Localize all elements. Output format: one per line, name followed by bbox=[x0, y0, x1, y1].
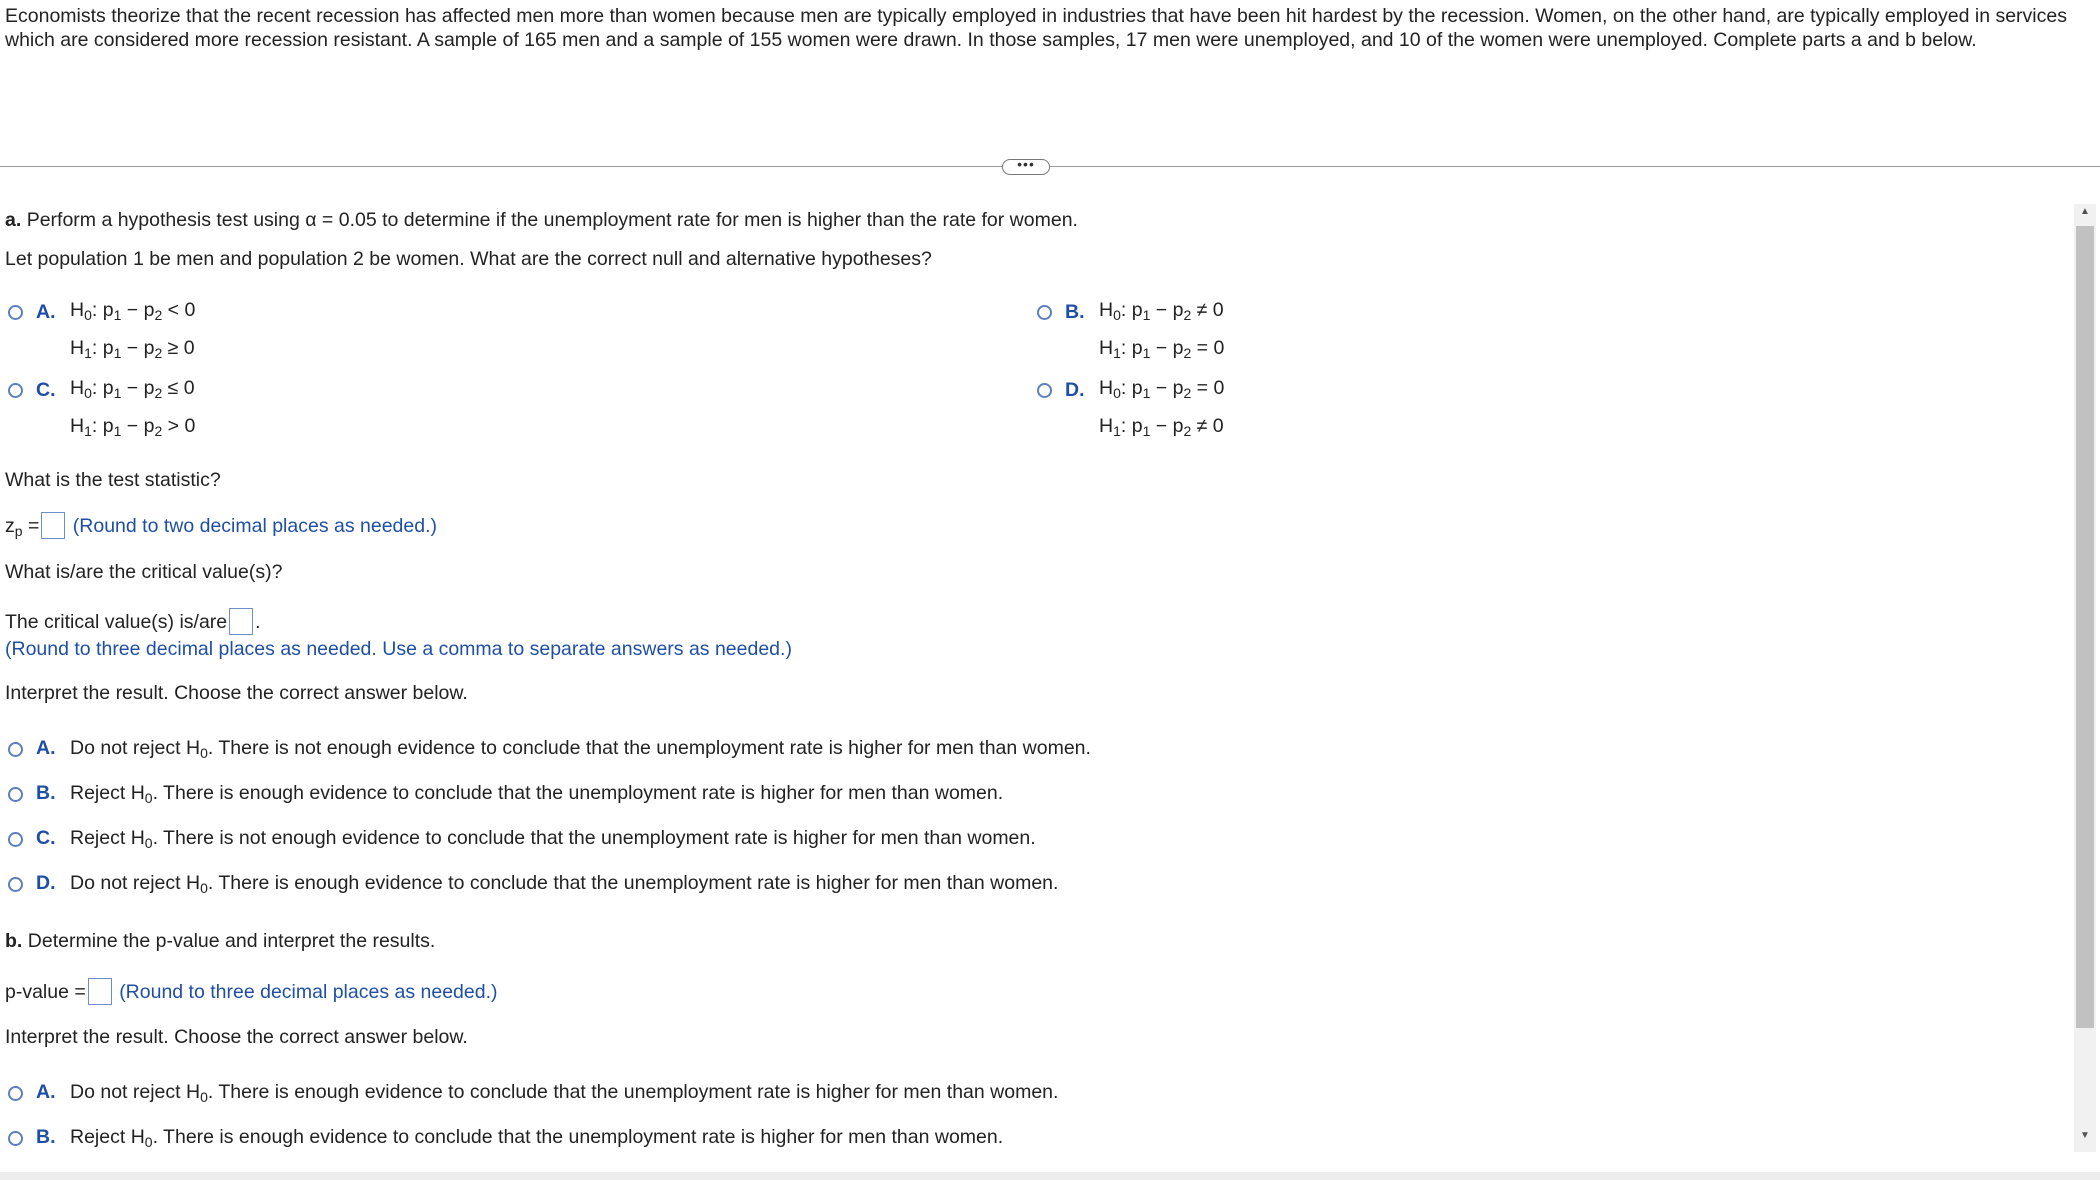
horizontal-scrollbar[interactable] bbox=[0, 1172, 2100, 1180]
radio-conclusion-a-d[interactable] bbox=[8, 877, 23, 892]
hyp-b-label: B. bbox=[1065, 301, 1085, 323]
part-a-question: a. Perform a hypothesis test using α = 0.05 to determine if the unemployment rate for men is higher than the rate for women. bbox=[5, 209, 1078, 231]
hyp-c-label: C. bbox=[36, 379, 56, 401]
test-statistic-input[interactable] bbox=[41, 512, 65, 539]
hyp-d-label: D. bbox=[1065, 379, 1085, 401]
hyp-a-label: A. bbox=[36, 301, 56, 323]
pvalue-label: p-value = bbox=[5, 981, 86, 1003]
critical-value-hint: (Round to three decimal places as needed. Use a comma to separate answers as needed.) bbox=[5, 638, 792, 660]
radio-conclusion-b-b[interactable] bbox=[8, 1131, 23, 1146]
test-statistic-question: What is the test statistic? bbox=[5, 469, 221, 491]
test-statistic-row bbox=[5, 512, 437, 539]
critical-value-question: What is/are the critical value(s)? bbox=[5, 561, 283, 583]
conclusion-a-d-label: D. bbox=[36, 872, 56, 894]
problem-statement: Economists theorize that the recent recession has affected men more than women because men are typically employed in industries that have been hit hardest by the recession. Women, on the other hand, are typically employed in services which are considered more recession resistant. A sample of 165 men and a sample of 155 women were drawn. In those samples, 17 men were unemployed, and 10 of the women were unemployed. Complete parts a and b below. bbox=[5, 5, 2067, 51]
test-statistic-label: $z_p$ = bbox=[5, 515, 40, 539]
hyp-b-h0: $H_0$: $p_1 - p_2 \ne 0$ bbox=[1099, 299, 1224, 323]
conclusion-a-c-label: C. bbox=[36, 827, 56, 849]
hyp-b-h1: $H_1$: $p_1 - p_2 = 0$ bbox=[1099, 337, 1225, 361]
hyp-a-text bbox=[70, 294, 195, 370]
hyp-b-text bbox=[1099, 294, 1224, 370]
conclusion-a-b-label: B. bbox=[36, 782, 56, 804]
expand-toggle-button[interactable]: ••• bbox=[1002, 159, 1050, 175]
radio-conclusion-a-a[interactable] bbox=[8, 742, 23, 757]
conclusion-b-b-label: B. bbox=[36, 1126, 56, 1148]
radio-hyp-b[interactable] bbox=[1037, 305, 1052, 320]
conclusion-b-a-label: A. bbox=[36, 1081, 56, 1103]
hyp-a-h1: $H_1$: $p_1 - p_2 \ge 0$ bbox=[70, 337, 195, 361]
hyp-c-h1: $H_1$: $p_1 - p_2 > 0$ bbox=[70, 415, 196, 439]
hyp-c-h0: $H_0$: $p_1 - p_2 \le 0$ bbox=[70, 377, 195, 401]
conclusion-a-c-text: Reject $H_0$. There is not enough evidence to conclude that the unemployment rate is higher for men than women. bbox=[70, 827, 1036, 851]
test-statistic-hint: (Round to two decimal places as needed.) bbox=[72, 515, 437, 537]
interpret-prompt-a: Interpret the result. Choose the correct answer below. bbox=[5, 682, 468, 704]
scroll-up-arrow-icon[interactable]: ▲ bbox=[2080, 206, 2090, 217]
interpret-prompt-b: Interpret the result. Choose the correct answer below. bbox=[5, 1026, 468, 1048]
critical-value-input[interactable] bbox=[229, 608, 253, 635]
pvalue-input[interactable] bbox=[88, 978, 112, 1005]
conclusion-a-a-text: Do not reject $H_0$. There is not enough evidence to conclude that the unemployment rate is higher for men than women. bbox=[70, 737, 1091, 761]
conclusion-b-a-text: Do not reject $H_0$. There is enough evidence to conclude that the unemployment rate is higher for men than women. bbox=[70, 1081, 1059, 1105]
part-b-question: b. Determine the p-value and interpret the results. bbox=[5, 930, 436, 952]
scrollbar-thumb[interactable] bbox=[2076, 226, 2094, 1028]
conclusion-a-d-text: Do not reject $H_0$. There is enough evidence to conclude that the unemployment rate is higher for men than women. bbox=[70, 872, 1059, 896]
radio-hyp-a[interactable] bbox=[8, 305, 23, 320]
hyp-d-h0: $H_0$: $p_1 - p_2 = 0$ bbox=[1099, 377, 1225, 401]
critical-value-row: The critical value(s) is/are . bbox=[5, 608, 261, 635]
section-divider bbox=[0, 166, 2100, 167]
radio-hyp-c[interactable] bbox=[8, 383, 23, 398]
conclusion-a-a-label: A. bbox=[36, 737, 56, 759]
pvalue-hint: (Round to three decimal places as needed.) bbox=[119, 981, 498, 1003]
scroll-down-arrow-icon[interactable]: ▼ bbox=[2080, 1130, 2090, 1141]
part-a-label: a. bbox=[5, 209, 22, 231]
conclusion-a-b-text: Reject $H_0$. There is enough evidence to conclude that the unemployment rate is higher for men than women. bbox=[70, 782, 1004, 806]
part-b-label: b. bbox=[5, 930, 23, 952]
hyp-d-text bbox=[1099, 372, 1224, 448]
conclusion-b-b-text: Reject $H_0$. There is enough evidence to conclude that the unemployment rate is higher for men than women. bbox=[70, 1126, 1004, 1150]
radio-hyp-d[interactable] bbox=[1037, 383, 1052, 398]
pvalue-row bbox=[5, 978, 498, 1005]
radio-conclusion-b-a[interactable] bbox=[8, 1086, 23, 1101]
hyp-d-h1: $H_1$: $p_1 - p_2 \ne 0$ bbox=[1099, 415, 1224, 439]
hypotheses-prompt: Let population 1 be men and population 2 be women. What are the correct null and alternative hypotheses? bbox=[5, 248, 932, 270]
radio-conclusion-a-b[interactable] bbox=[8, 787, 23, 802]
radio-conclusion-a-c[interactable] bbox=[8, 832, 23, 847]
hyp-a-h0: $H_0$: $p_1 - p_2 < 0$ bbox=[70, 299, 196, 323]
hyp-c-text bbox=[70, 372, 195, 448]
critical-value-label: The critical value(s) is/are bbox=[5, 611, 228, 633]
